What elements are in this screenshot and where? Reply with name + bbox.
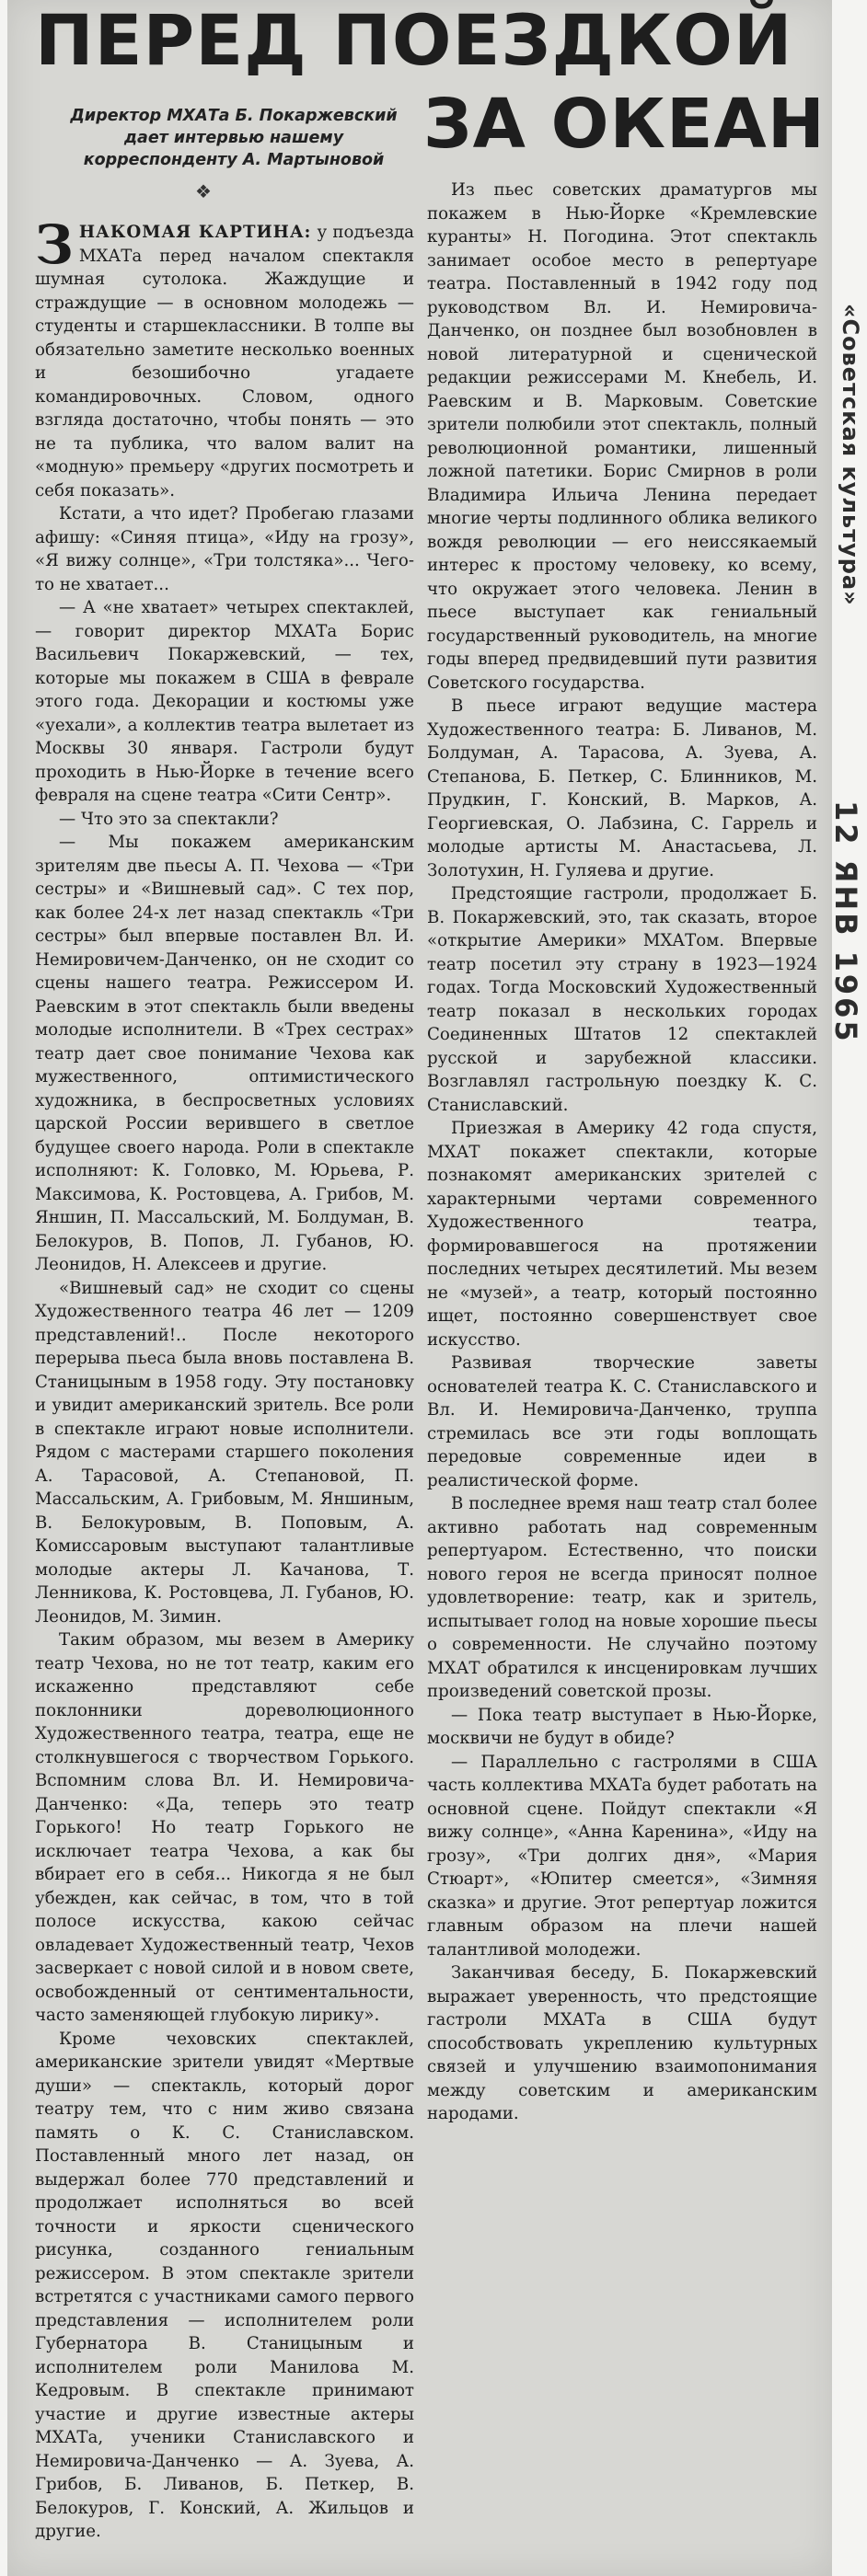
article-paragraph: — А «не хватает» четырех спектаклей, — говорит директор МХАТа Борис Васильевич Покаржевский, — тех, которые мы покажем в США в феврале этого года. Декорации и костюмы уже «уехали», а коллектив театра вылетает из Москвы 30 января. Гастроли будут проходить в Нью-Йорке в течение всего февраля на сцене театра «Сити Сентр».: [35, 598, 414, 805]
drop-cap: З: [35, 213, 74, 276]
article-paragraph: Приезжая в Америку 42 года спустя, МХАТ покажет спектакли, которые познакомят американских зрителей с характерными чертами современного Художественного театра, формировавшегося на протяжении последних четырех десятилетий. Мы везем не «музей», а театр, который постоянно ищет, постоянно совершенствует свое искусство.: [427, 1119, 817, 1350]
article-paragraph: Таким образом, мы везем в Америку театр Чехова, но не тот театр, каким его искаженно представляют себе поклонники дореволюционного Художественного театра, театра, еще не столкнувшегося с творчеством Горького. Вспомним слова Вл. И. Немировича-Данченко: «Да, теперь это театр Горького! Но театр Горького не исключает театра Чехова, а как бы вбирает его в себя... Никогда я не был убежден, как сейчас, в том, что в той полосе искусства, какою сейчас овладевает Художественный театр, Чехов засверкает с новой силой и в новом свете, освобожденный от сентиментальности, часто заменяющей глубокую лирику».: [35, 1630, 414, 2025]
newspaper-stamp: «Советская культура»: [838, 304, 863, 606]
paragraph-text: у подъезда МХАТа перед началом спектакля шумная сутолока. Жаждущие и страждущие — в основном молодежь — студенты и старшеклассники. В толпе вы обязательно заметите несколько военных и безошибочно угадаете командировочных. Словом, одного взгляда достаточно, чтобы понять — это не та публика, что валом валит на «модную» премьеру «других посмотреть и себя показать».: [35, 223, 414, 500]
article-paragraph: В последнее время наш театр стал более активно работать над современным репертуаром. Естественно, что поиски нового героя не всегда приносят полное удовлетворение: театр, как и зритель, испытывает голод на новые хорошие пьесы о современности. Не случайно поэтому МХАТ обратился к инсценировкам лучших произведений советской прозы.: [427, 1494, 817, 1701]
article-paragraph: «Вишневый сад» не сходит со сцены Художественного театра 46 лет — 1209 представлений!.. После некоторого перерыва пьеса была вновь поставлена В. Станицыным в 1958 году. Эту постановку и увидит американский зритель. Все роли в спектакле играют новые исполнители. Рядом с мастерами старшего поколения А. Тарасовой, А. Степановой, П. Массальским, А. Грибовым, М. Яншиным, В. Белокуровым, В. Поповым, А. Комиссаровым выступают талантливые молодые актеры Л. Качанова, Т. Ленникова, К. Ростовцева, Л. Губанов, Ю. Леонидов, М. Зимин.: [35, 1278, 414, 1627]
headline-line-1: ПЕРЕД ПОЕЗДКОЙ: [35, 0, 793, 81]
lead-caps: НАКОМАЯ КАРТИНА:: [78, 223, 312, 242]
article-paragraph: — Мы покажем американским зрителям две пьесы А. П. Чехова — «Три сестры» и «Вишневый сад». С тех пор, как более 24-х лет назад спектакль «Три сестры» был впервые поставлен Вл. И. Немировичем-Данченко, он не сходит со сцены нашего театра. Режиссером И. Раевским в этот спектакль были введены молодые исполнители. В «Трех сестрах» театр дает свое понимание Чехова как мужественного, оптимистического художника, в беспросветных условиях царской России верившего в светлое будущее своего народа. Роли в спектакле исполняют: К. Головко, М. Юрьева, Р. Максимова, К. Ростовцева, А. Грибов, М. Яншин, П. Массальский, М. Болдуман, В. Белокуров, В. Попов, Л. Губанов, Ю. Леонидов, Н. Алексеев и другие.: [35, 833, 414, 1274]
article-column-right: [427, 178, 817, 2126]
article-column-left: [35, 213, 414, 2544]
headline-line-2: ЗА ОКЕАН: [423, 85, 826, 164]
article-paragraph: Кстати, а что идет? Пробегаю глазами афишу: «Синяя птица», «Иду на грозу», «Я вижу солнце», «Три толстяка»... Чего-то не хватает...: [35, 504, 414, 594]
article-paragraph: Развивая творческие заветы основателей театра К. С. Станиславского и Вл. И. Немировича-Данченко, труппа стремилась все эти годы воплощать передовые современные идеи в реалистической форме.: [427, 1353, 817, 1490]
date-stamp: 12 ЯНВ 1965: [828, 800, 863, 1044]
article-paragraph: Предстоящие гастроли, продолжает Б. В. Покаржевский, это, так сказать, второе «открытие Америки» МХАТом. Впервые театр посетил эту страну в 1923—1924 годах. Тогда Московский Художественный театр показал в нескольких городах Соединенных Штатов 12 спектаклей русской и зарубежной классики. Возглавлял гастрольную поездку К. С. Станиславский.: [427, 884, 817, 1115]
newspaper-clipping: [7, 0, 832, 2576]
lede-subtitle: Директор МХАТа Б. Покаржевский дает интервью нашему корреспонденту А. Мартыновой: [70, 107, 398, 169]
article-paragraph: — Параллельно с гастролями в США часть коллектива МХАТа будет работать на основной сцене. Пойдут спектакли «Я вижу солнце», «Анна Каренина», «Иду на грозу», «Три долгих дня», «Мария Стюарт», «Юпитер смеется», «Зимняя сказка» и другие. Этот репертуар ложится главным образом на плечи нашей талантливой молодежи.: [427, 1752, 817, 1960]
article-paragraph: — Что это за спектакли?: [59, 809, 279, 829]
article-paragraph: [35, 213, 414, 502]
article-paragraph: Из пьес советских драматургов мы покажем в Нью-Йорке «Кремлевские куранты» Н. Погодина. Этот спектакль занимает особое место в репертуаре театра. Поставленный в 1942 году под руководством Вл. И. Немировича-Данченко, он позднее был возобновлен в новой литературной и сценической редакции режиссерами М. Кнебель, И. Раевским и В. Марковым. Советские зрители полюбили этот спектакль, полный революционной романтики, лишенный ложной патетики. Борис Смирнов в роли Владимира Ильича Ленина передает многие черты подлинного облика великого вождя революции — его неиссякаемый интерес к простому человеку, ко всему, что окружает этого человека. Ленин в пьесе выступает как гениальный государственный руководитель, на многие годы вперед предвидевший пути развития Советского государства.: [427, 180, 817, 693]
ornament-icon: ❖: [195, 180, 212, 202]
article-paragraph: — Пока театр выступает в Нью-Йорке, москвичи не будут в обиде?: [427, 1705, 817, 1748]
article-paragraph: Заканчивая беседу, Б. Покаржевский выражает уверенность, что предстоящие гастроли МХАТа в США будут способствовать укреплению культурных связей и улучшению взаимопонимания между советским и американским народами.: [427, 1963, 817, 2123]
article-paragraph: Кроме чеховских спектаклей, американские зрители увидят «Мертвые души» — спектакль, который дорог театру тем, что с ним живо связана память о К. С. Станиславском. Поставленный много лет назад, он выдержал более 770 представлений и продолжает исполняться во всей точности и яркости сценического рисунка, созданного гениальным режиссером. В этом спектакле зрители встретятся с участниками самого первого представления — исполнителем роли Губернатора В. Станицыным и исполнителем роли Манилова М. Кедровым. В спектакле принимают участие и другие известные актеры МХАТа, ученики Станиславского и Немировича-Данченко — А. Зуева, А. Грибов, Б. Ливанов, Б. Петкер, В. Белокуров, Г. Конский, А. Жильцов и другие.: [35, 2029, 414, 2541]
article-paragraph: В пьесе играют ведущие мастера Художественного театра: Б. Ливанов, М. Болдуман, А. Тарасова, А. Зуева, А. Степанова, Б. Петкер, С. Блинников, М. Прудкин, Г. Конский, В. Марков, А. Георгиевская, О. Лабзина, С. Гаррель и молодые артисты М. Анастасьева, Л. Золотухин, Н. Гуляева и другие.: [427, 696, 817, 880]
